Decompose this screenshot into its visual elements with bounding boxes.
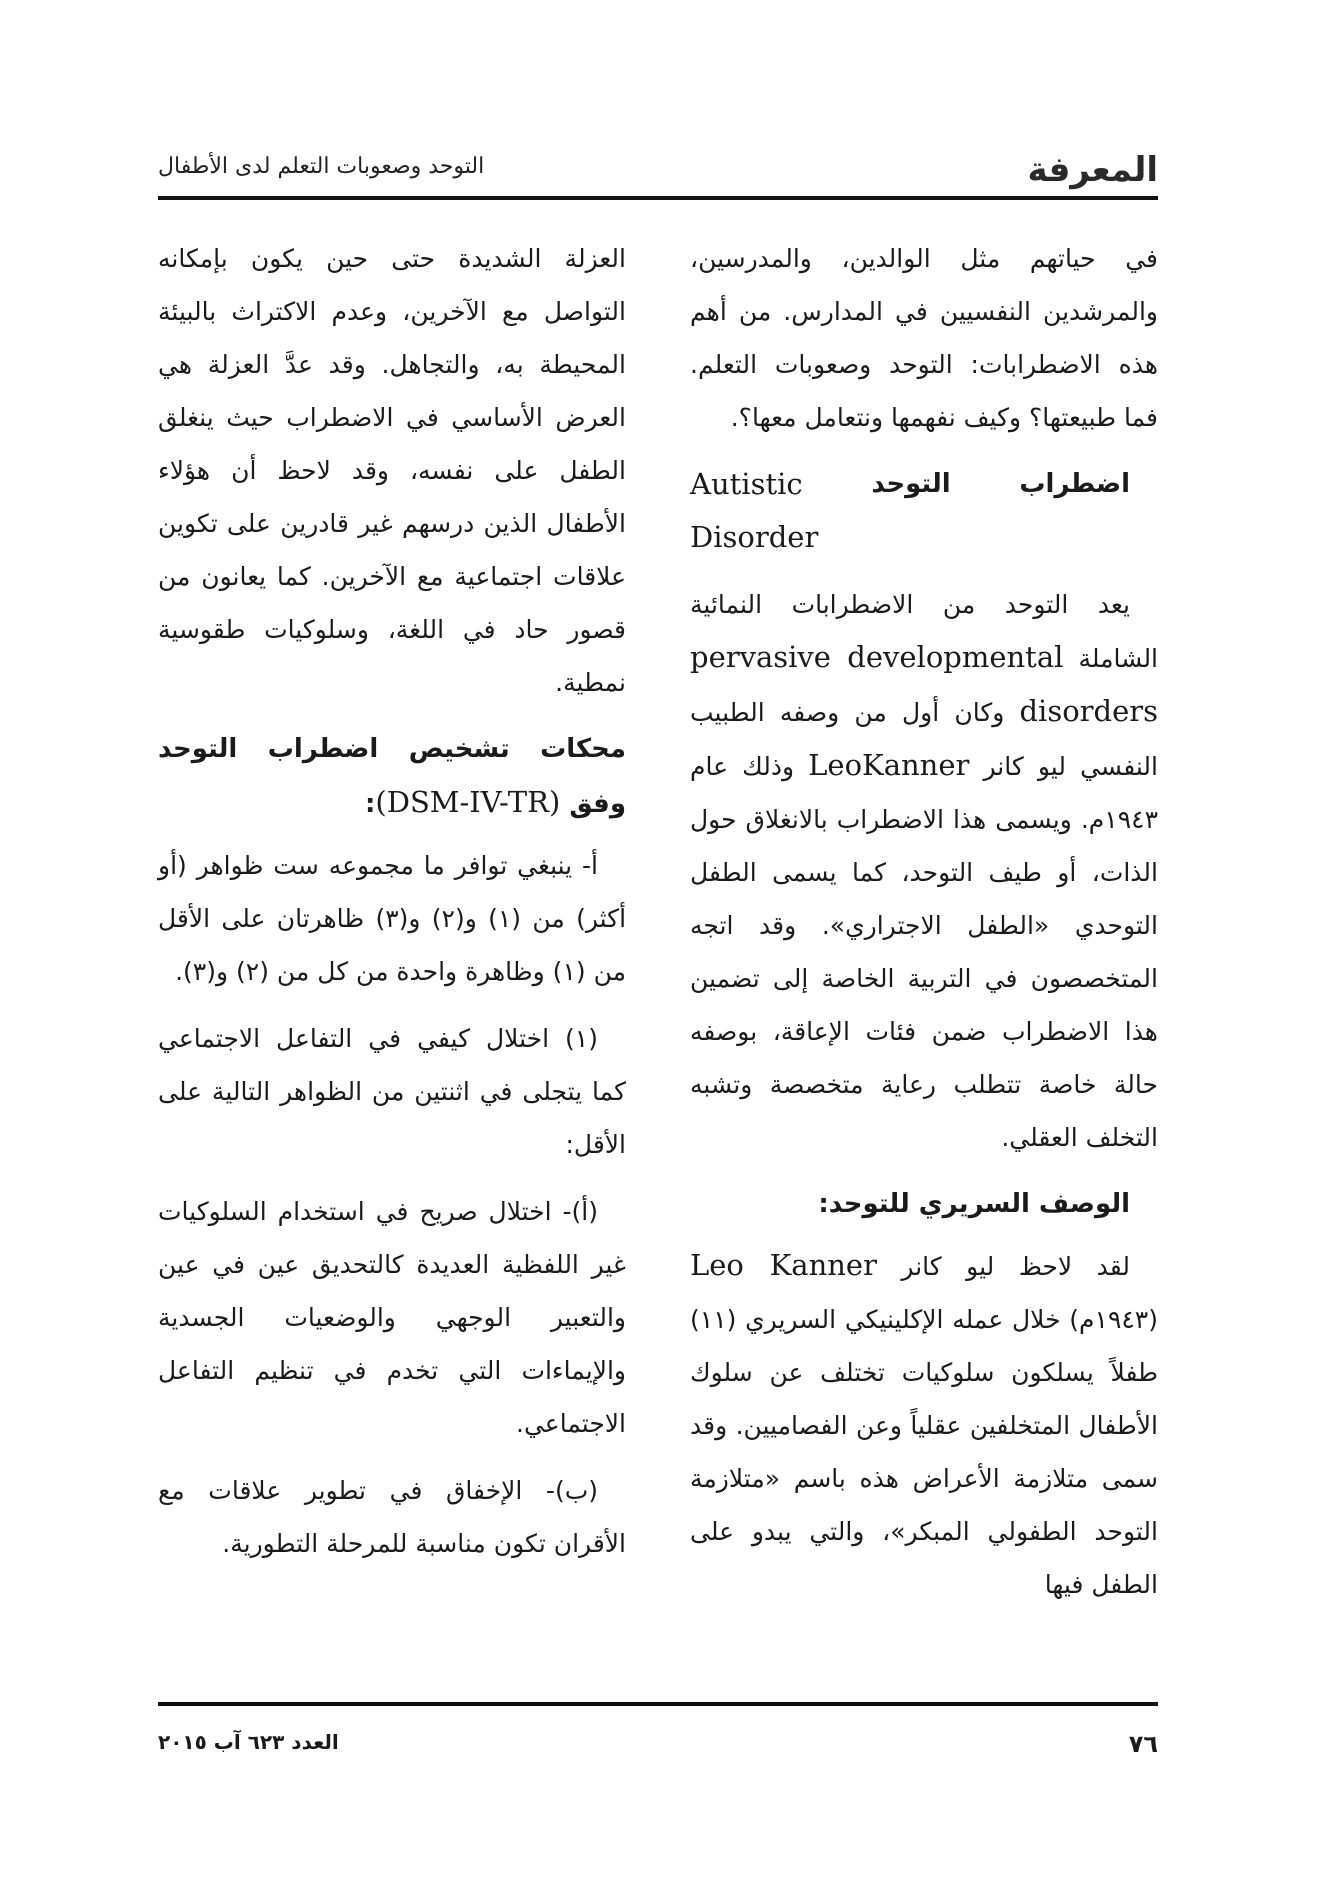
page-footer: [158, 1730, 1158, 1770]
footer-rule: [158, 1702, 1158, 1706]
latin-term: LeoKanner: [808, 748, 970, 782]
paragraph: لقد لاحظ ليو كانر Leo Kanner (١٩٤٣م) خلال عمله الإكلينيكي السريري (١١) طفلاً يسلكون سلوكيات تختلف عن سلوك الأطفال المتخلفين عقلياً وعن الفصاميين. وقد سمى متلازمة الأعراض هذه باسم «متلازمة التوحد الطفولي المبكر»، والتي يبدو على الطفل فيها: [690, 1248, 1158, 1599]
paragraph: يعد التوحد من الاضطرابات النمائية الشاملة pervasive developmental disorders وكان أول من وصفه الطبيب النفسي ليو كانر LeoKanner وذلك عام ١٩٤٣م. ويسمى هذا الاضطراب بالانغلاق حول الذات، أو طيف التوحد، كما يسمى الطفل التوحدي «الطفل الاجتراري». وقد اتجه المتخصصون في التربية الخاصة إلى تضمين هذا الاضطراب ضمن فئات الإعاقة، بوصفه حالة خاصة تتطلب رعاية متخصصة وتشبه التخلف العقلي.: [690, 590, 1159, 1152]
right-column: [690, 232, 1158, 1625]
paragraph: (أ)- اختلال صريح في استخدام السلوكيات غير اللفظية العديدة كالتحديق عين في عين والتعبير الوجهي والوضعيات الجسدية والإيماءات التي تخدم في تنظيم التفاعل الاجتماعي.: [158, 1197, 626, 1438]
heading-latin: Autistic: [690, 467, 803, 501]
page-header: [158, 140, 1158, 198]
paragraph: في حياتهم مثل الوالدين، والمدرسين، والمرشدين النفسيين في المدارس. من أهم هذه الاضطرابات: التوحد وصعوبات التعلم. فما طبيعتها؟ وكيف نفهمها ونتعامل معها؟.: [690, 244, 1158, 432]
issue-info: العدد ٦٢٣ آب ٢٠١٥: [158, 1730, 339, 1754]
latin-term: (DSM-IV-TR): [375, 785, 561, 819]
section-heading-clinical: الوصف السريري للتوحد:: [818, 1189, 1130, 1219]
latin-term: Leo Kanner: [690, 1248, 877, 1282]
left-column: [158, 232, 626, 1584]
paragraph: العزلة الشديدة حتى حين يكون بإمكانه التواصل مع الآخرين، وعدم الاكتراث بالبيئة المحيطة به، والتجاهل. وقد عدَّ العزلة هي العرض الأساسي في الاضطراب حيث ينغلق الطفل على نفسه، وقد لاحظ أن هؤلاء الأطفال الذين درسهم غير قادرين على تكوين علاقات اجتماعية مع الآخرين. كما يعانون من قصور حاد في اللغة، وسلوكيات طقوسية نمطية.: [158, 244, 626, 697]
latin-term: pervasive developmental disorders: [690, 640, 1158, 728]
paragraph: (ب)- الإخفاق في تطوير علاقات مع الأقران تكون مناسبة للمرحلة التطورية.: [158, 1476, 626, 1558]
heading-word: التوحد: [871, 469, 951, 499]
running-title: التوحد وصعوبات التعلم لدى الأطفال: [158, 154, 485, 179]
magazine-logo: المعرفة: [1027, 150, 1158, 190]
heading-word: اضطراب: [1019, 469, 1130, 499]
paragraph: (١) اختلال كيفي في التفاعل الاجتماعي كما يتجلى في اثنتين من الظواهر التالية على الأقل:: [158, 1024, 626, 1159]
paragraph: أ- ينبغي توافر ما مجموعه ست ظواهر (أو أكثر) من (١) و(٢) و(٣) ظاهرتان على الأقل من (١) وظاهرة واحدة من كل من (٢) و(٣).: [158, 851, 627, 986]
page-number: ٧٦: [1128, 1730, 1158, 1758]
heading-latin-line2: Disorder: [690, 520, 819, 554]
section-heading-autistic-disorder: [690, 458, 1158, 511]
header-rule: [158, 196, 1158, 200]
section-heading-diagnostic-criteria: محكات تشخيص اضطراب التوحد وفق (DSM-IV-TR):: [158, 734, 626, 819]
